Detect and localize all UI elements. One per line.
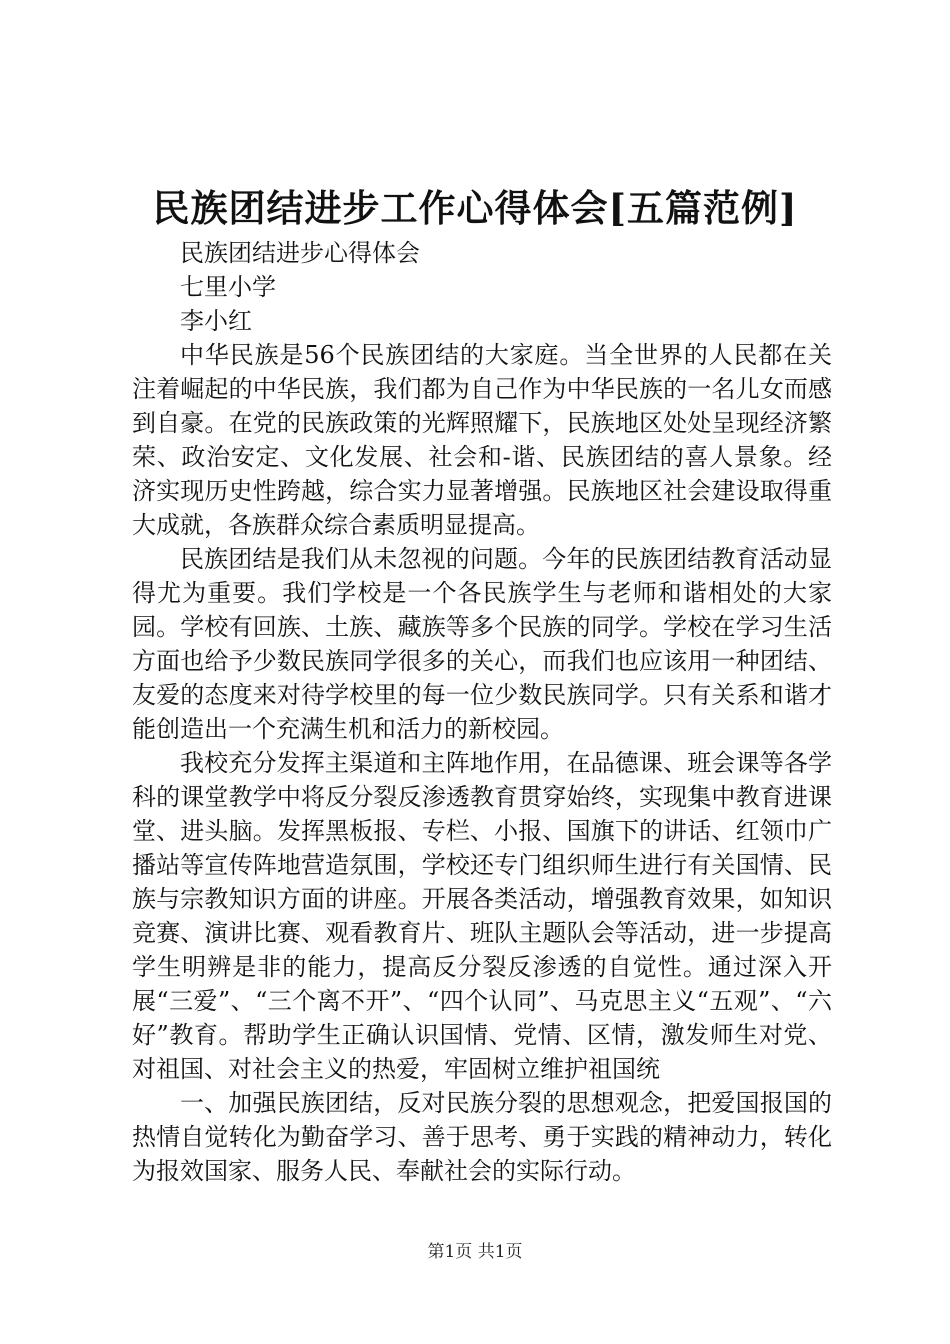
author-name: 李小红: [180, 307, 252, 335]
paragraph-2: 民族团结是我们从未忽视的问题。今年的民族团结教育活动显得尤为重要。我们学校是一个各民族学生与老师和谐相处的大家园。学校有回族、土族、藏族等多个民族的同学。学校在学习生活方面也给予少数民族同学很多的关心，而我们也应该用一种团结、友爱的态度来对待学校里的每一位少数民族同学。只有关系和谐才能创造出一个充满生机和活力的新校园。: [132, 545, 832, 743]
paragraph-3: 我校充分发挥主渠道和主阵地作用，在品德课、班会课等各学科的课堂教学中将反分裂反渗透教育贯穿始终，实现集中教育进课堂、进头脑。发挥黑板报、专栏、小报、国旗下的讲话、红领巾广播站等宣传阵地营造氛围，学校还专门组织师生进行有关国情、民族与宗教知识方面的讲座。开展各类活动，增强教育效果，如知识竞赛、演讲比赛、观看教育片、班队主题队会等活动，进一步提高学生明辨是非的能力，提高反分裂反渗透的自觉性。通过深入开展“三爱”、“三个离不开”、“四个认同”、马克思主义“五观”、“六好”教育。帮助学生正确认识国情、党情、区情，激发师生对党、对祖国、对社会主义的热爱，牢固树立维护祖国统: [132, 749, 832, 1083]
document-title: 民族团结进步工作心得体会[五篇范例]: [152, 186, 798, 230]
school-name: 七里小学: [180, 273, 276, 301]
paragraph-1: 中华民族是56个民族团结的大家庭。当全世界的人民都在关注着崛起的中华民族，我们都为自己作为中华民族的一名儿女而感到自豪。在党的民族政策的光辉照耀下，民族地区处处呈现经济繁荣、政治安定、文化发展、社会和-谐、民族团结的喜人景象。经济实现历史性跨越，综合实力显著增强。民族地区社会建设取得重大成就，各族群众综合素质明显提高。: [132, 341, 832, 539]
paragraph-4: 一、加强民族团结，反对民族分裂的思想观念，把爱国报国的热情自觉转化为勤奋学习、善于思考、勇于实践的精神动力，转化为报效国家、服务人民、奉献社会的实际行动。: [132, 1089, 832, 1185]
document-body: [132, 236, 832, 1188]
document-subtitle: 民族团结进步心得体会: [180, 239, 420, 267]
page-number-footer: 第1页 共1页: [427, 1242, 523, 1262]
